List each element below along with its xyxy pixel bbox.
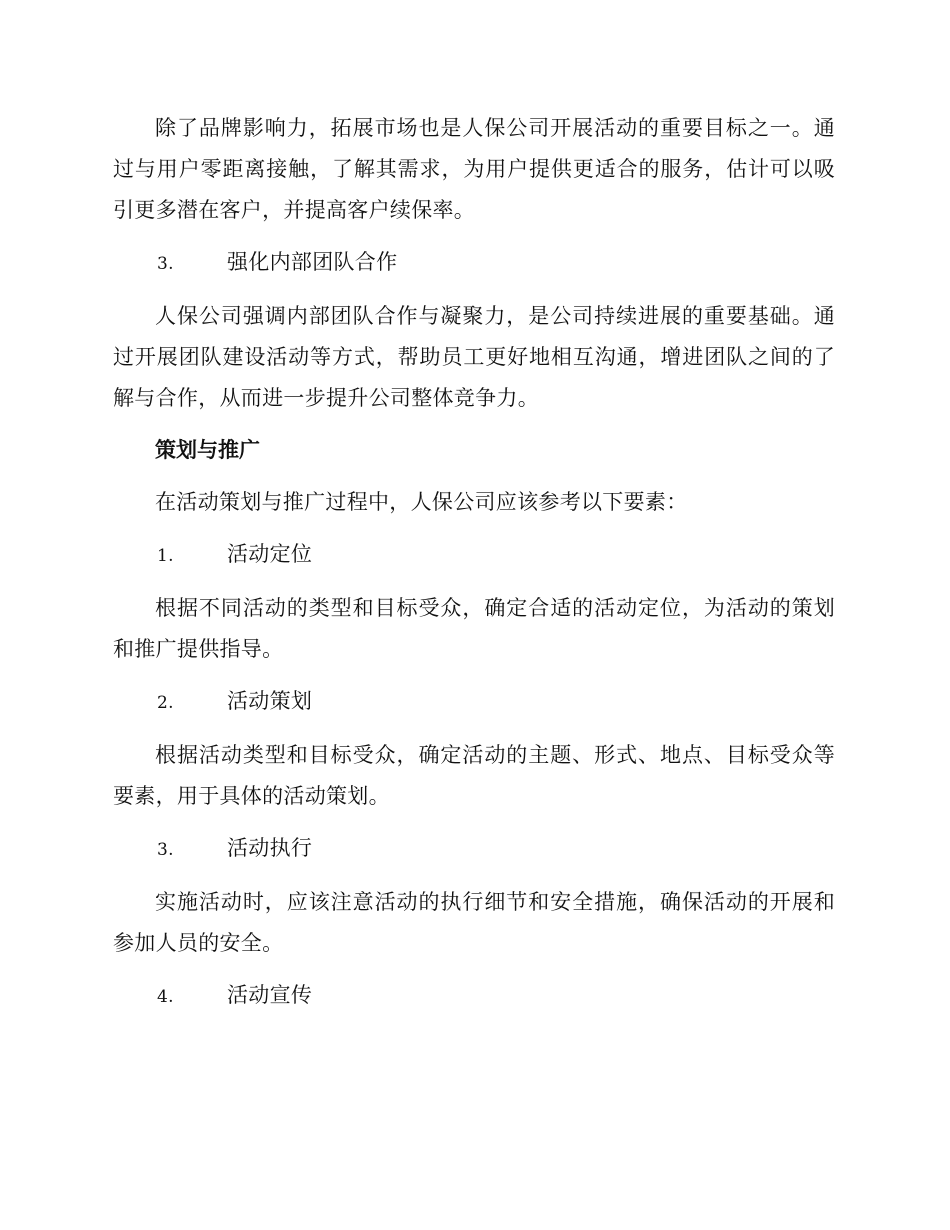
list-number: 3. bbox=[157, 254, 174, 274]
list-title: 活动定位 bbox=[227, 542, 313, 566]
paragraph-team-cooperation: 人保公司强调内部团队合作与凝聚力，是公司持续进展的重要基础。通过开展团队建设活动等方式，帮助员工更好地相互沟通，增进团队之间的了解与合作，从而进一步提升公司整体竞争力。 bbox=[113, 304, 835, 410]
list-item-execution bbox=[113, 828, 835, 871]
paragraph-market-expansion: 除了品牌影响力，拓展市场也是人保公司开展活动的重要目标之一。通过与用户零距离接触，了解其需求，为用户提供更适合的服务，估计可以吸引更多潜在客户，并提高客户续保率。 bbox=[113, 116, 835, 222]
list-item-team-cooperation bbox=[113, 242, 835, 285]
list-title: 活动策划 bbox=[227, 689, 313, 713]
paragraph-planning: 根据活动类型和目标受众，确定活动的主题、形式、地点、目标受众等要素，用于具体的活动策划。 bbox=[113, 743, 835, 808]
list-item-planning bbox=[113, 681, 835, 724]
list-item-promotion bbox=[113, 975, 835, 1018]
list-item-positioning bbox=[113, 534, 835, 577]
paragraph-execution: 实施活动时，应该注意活动的执行细节和安全措施，确保活动的开展和参加人员的安全。 bbox=[113, 890, 835, 955]
paragraph-positioning: 根据不同活动的类型和目标受众，确定合适的活动定位，为活动的策划和推广提供指导。 bbox=[113, 596, 835, 661]
list-title: 活动宣传 bbox=[227, 983, 313, 1007]
list-number: 3. bbox=[157, 840, 174, 860]
section-heading: 策划与推广 bbox=[155, 438, 260, 462]
list-title: 强化内部团队合作 bbox=[227, 250, 398, 274]
paragraph-intro-elements: 在活动策划与推广过程中，人保公司应该参考以下要素： bbox=[155, 490, 688, 514]
list-number: 2. bbox=[157, 693, 174, 713]
list-number: 1. bbox=[157, 546, 174, 566]
document-body bbox=[113, 108, 835, 1029]
list-title: 活动执行 bbox=[227, 836, 313, 860]
list-number: 4. bbox=[157, 987, 174, 1007]
